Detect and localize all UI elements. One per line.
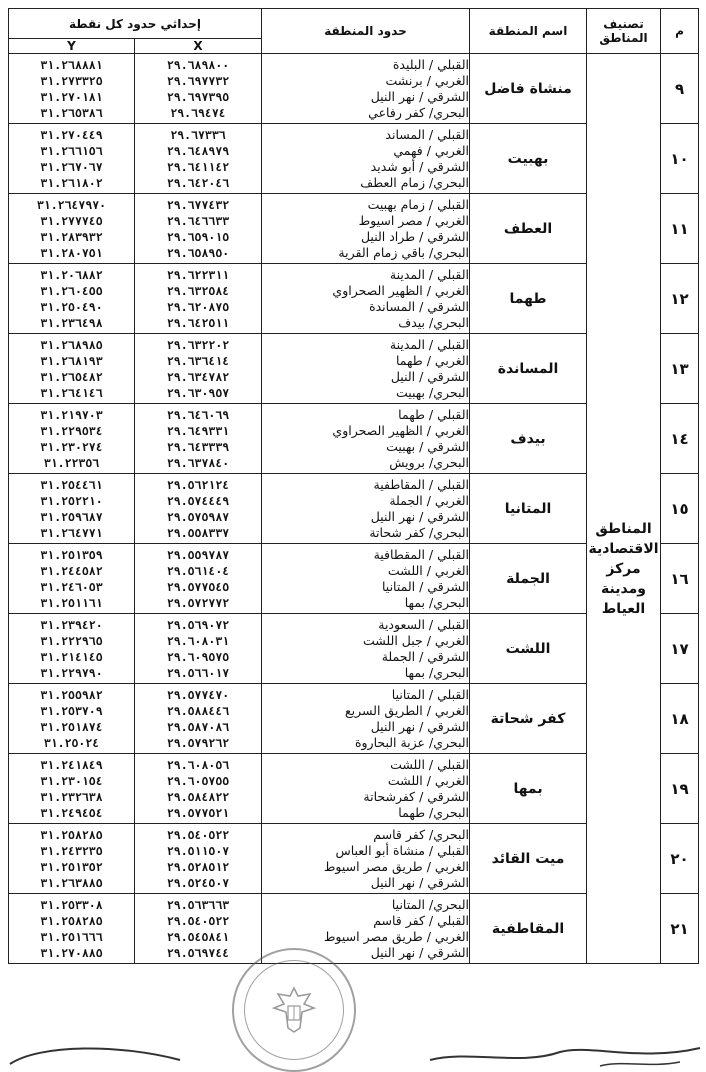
bound-line: البحري/ عزبة البحاروة	[354, 734, 470, 750]
coord-x	[135, 54, 262, 124]
bound-line: الغربي / طريق مصر اسيوط	[323, 928, 470, 944]
coord-x-value: ٢٩.٦٥٨٩٥٠	[166, 245, 230, 260]
area-bounds	[262, 334, 470, 404]
area-name: بهبيت	[470, 124, 587, 194]
coord-x-value: ٢٩.٥٦١٤٠٤	[166, 563, 230, 578]
bound-line: الشرقي / نهر النيل	[370, 508, 470, 524]
classification-text: المناطق الاقتصادية مركز ومدينة العياط	[588, 520, 659, 617]
bound-line: القبلي / المساند	[385, 126, 470, 142]
bound-line: الغربي / الطريق السريع	[344, 702, 470, 718]
area-bounds	[262, 614, 470, 684]
bound-line: الغربي / طريق مصر اسيوط	[323, 858, 470, 874]
coord-y-value: ٣١.٢١٩٧٠٣	[40, 407, 103, 422]
coord-y-value: ٣١.٢٣٩٤٢٠	[40, 617, 103, 632]
area-bounds	[262, 194, 470, 264]
eagle-emblem-icon	[270, 984, 318, 1036]
bound-line: البحري/ كفر شحاتة	[369, 524, 470, 540]
coord-y	[9, 124, 135, 194]
bound-line: الشرقي / طراد النيل	[360, 228, 470, 244]
coord-y-value: ٣١.٢٨٠٧٥١	[40, 245, 103, 260]
bound-line: البحري/ برويش	[389, 454, 470, 470]
coord-y	[9, 474, 135, 544]
coord-y-value: ٣١.٢٨٣٩٣٢	[40, 229, 103, 244]
coord-x	[135, 614, 262, 684]
area-name: طهما	[470, 264, 587, 334]
bound-line: القبلي / اللشت	[390, 756, 470, 772]
area-name: منشاة فاضل	[470, 54, 587, 124]
coord-x-value: ٢٩.٦٢٢٣١١	[166, 267, 230, 282]
coord-x-value: ٢٩.٥٦٦٠١٧	[166, 665, 230, 680]
coord-x	[135, 824, 262, 894]
coord-x-value: ٢٩.٥٨٧٠٨٦	[166, 719, 230, 734]
bound-line: القبلي / كفر قاسم	[373, 912, 470, 928]
official-stamp	[232, 948, 356, 1072]
area-name: بمها	[470, 754, 587, 824]
coord-x-value: ٢٩.٦٠٨٠٥٦	[166, 757, 230, 772]
coord-y	[9, 684, 135, 754]
header-coordinates: إحداثي حدود كل نقطة	[9, 9, 262, 39]
coord-x-value: ٢٩.٦٠٩٥٧٥	[166, 649, 230, 664]
area-bounds	[262, 754, 470, 824]
coord-x-value: ٢٩.٦٣٢٥٨٤	[166, 283, 230, 298]
coord-x-value: ٢٩.٦٨٩٨٠٠	[166, 57, 230, 72]
bound-line: البحري/ طهما	[398, 804, 470, 820]
coord-x-value: ٢٩.٥٥٩٧٨٧	[166, 547, 230, 562]
coord-y-value: ٣١.٢٣٢٦٣٨	[40, 789, 103, 804]
coord-x-value: ٢٩.٦٧٣٣٦	[170, 127, 226, 142]
area-bounds	[262, 404, 470, 474]
coord-y	[9, 894, 135, 964]
coord-y-value: ٣١.٢٧٣٣٢٥	[40, 73, 103, 88]
row-number: ١٤	[661, 404, 699, 474]
coord-y-value: ٣١.٢٦٤٧٧١	[40, 525, 103, 540]
coord-x-value: ٢٩.٥٨٤٨٢٢	[166, 789, 230, 804]
bound-line: القبلي / المقطافية	[373, 546, 470, 562]
bound-line: الشرقي / المتانيا	[381, 578, 470, 594]
coord-x	[135, 754, 262, 824]
bound-line: الشرقي / الجملة	[381, 648, 470, 664]
coord-y-value: ٣١.٢٠٦٨٨٢	[40, 267, 103, 282]
bound-line: الغربي / مصر اسيوط	[358, 212, 470, 228]
area-name: كفر شحاتة	[470, 684, 587, 754]
bound-line: الشرقي / النيل	[390, 368, 470, 384]
header-num: م	[661, 9, 699, 54]
area-bounds	[262, 474, 470, 544]
area-bounds	[262, 684, 470, 754]
coord-x-value: ٢٩.٦٤٩٣٣١	[166, 423, 230, 438]
coord-x	[135, 894, 262, 964]
coord-x-value: ٢٩.٦٤٣٣٣٩	[166, 439, 230, 454]
bound-line: القبلي / البليدة	[392, 56, 470, 72]
coord-y-value: ٣١.٢٦٤٧٩٧٠	[36, 197, 107, 212]
coord-x-value: ٢٩.٥٧٤٤٤٩	[166, 493, 230, 508]
bound-line: البحري/ بهبيت	[395, 384, 470, 400]
coord-x	[135, 334, 262, 404]
bound-line: القبلي / السعودية	[378, 616, 470, 632]
row-number: ١٧	[661, 614, 699, 684]
coord-x-value: ٢٩.٦٢٠٨٧٥	[166, 299, 230, 314]
coord-y-value: ٣١.٢٣٦٤٩٨	[40, 315, 103, 330]
coord-x-value: ٢٩.٥٨٨٤٤٦	[166, 703, 230, 718]
coord-x-value: ٢٩.٥٦٩٧٤٤	[166, 945, 230, 960]
area-name: العطف	[470, 194, 587, 264]
bound-line: القبلي / طهما	[398, 406, 470, 422]
coord-x-value: ٢٩.٦٣٦٤١٤	[166, 353, 230, 368]
coord-y-value: ٣١.٢٧٧٧٤٥	[40, 213, 103, 228]
header-area-name: اسم المنطقة	[470, 9, 587, 54]
classification-cell	[587, 54, 661, 964]
row-number: ١٢	[661, 264, 699, 334]
bound-line: الغربي / برنشت	[385, 72, 470, 88]
coord-x	[135, 684, 262, 754]
coord-y-value: ٣١.٢٥٠٤٩٠	[40, 299, 103, 314]
coord-x-value: ٢٩.٥٧٧٤٧٠	[166, 687, 230, 702]
header-y: Y	[9, 39, 135, 54]
area-bounds	[262, 124, 470, 194]
coord-x	[135, 544, 262, 614]
area-name: الجملة	[470, 544, 587, 614]
coord-y-value: ٣١.٢٦١٨٠٢	[40, 175, 103, 190]
bound-line: الشرقي / نهر النيل	[370, 88, 470, 104]
coord-x	[135, 404, 262, 474]
bound-line: البحري/ بيدف	[398, 314, 470, 330]
coord-y-value: ٣١.٢٥١١٦١	[40, 595, 103, 610]
coord-x-value: ٢٩.٦٠٨٠٣١	[166, 633, 230, 648]
coord-x-value: ٢٩.٦٤٨٩٧٩	[166, 143, 230, 158]
coord-y-value: ٣١.٢٣٠٢٧٤	[40, 439, 103, 454]
header-x: X	[135, 39, 262, 54]
coord-y-value: ٣١.٢٦٨١٩٣	[40, 353, 103, 368]
bound-line: البحري/ المتانيا	[391, 896, 470, 912]
bound-line: الغربي / اللشت	[387, 772, 470, 788]
area-bounds	[262, 544, 470, 614]
bound-line: البحري/ بمها	[404, 664, 470, 680]
coord-y-value: ٣١.٢٦٠٤٥٥	[40, 283, 103, 298]
area-name: ميت القائد	[470, 824, 587, 894]
bound-line: الغربي / جبل اللشت	[362, 632, 470, 648]
coord-x-value: ٢٩.٦٤٢٥١١	[166, 315, 230, 330]
coord-x-value: ٢٩.٦٩٧٣٩٥	[166, 89, 230, 104]
coord-x-value: ٢٩.٥٧٩٢٦٢	[166, 735, 230, 750]
coord-y-value: ٣١.٢٤١٨٤٩	[40, 757, 103, 772]
coord-x	[135, 474, 262, 544]
coord-y-value: ٣١.٢٢٩٥٣٤	[40, 423, 103, 438]
coord-x-value: ٢٩.٥٢٨٥١٢	[166, 859, 230, 874]
coord-x-value: ٢٩.٥٧٧٥٤٥	[166, 579, 230, 594]
coord-y	[9, 334, 135, 404]
coord-x	[135, 264, 262, 334]
coord-x-value: ٢٩.٥٧٢٧٧٢	[166, 595, 230, 610]
boundaries-table	[8, 8, 699, 964]
coord-y	[9, 194, 135, 264]
area-bounds	[262, 54, 470, 124]
coord-x-value: ٢٩.٥٧٥٩٨٧	[166, 509, 230, 524]
bound-line: البحري/ كفر قاسم	[373, 826, 470, 842]
coord-x	[135, 124, 262, 194]
bound-line: البحري/ زمام العطف	[360, 174, 470, 190]
coord-y-value: ٣١.٢٧٠١٨١	[40, 89, 103, 104]
bound-line: الشرقي / نهر النيل	[370, 944, 470, 960]
coord-x-value: ٢٩.٦٧٧٤٣٢	[166, 197, 230, 212]
coord-y-value: ٣١.٢٢٩٧٩٠	[40, 665, 103, 680]
bound-line: الغربي / الظهير الصحراوي	[332, 422, 470, 438]
coord-y-value: ٣١.٢٦٧٠٦٧	[40, 159, 103, 174]
coord-y	[9, 544, 135, 614]
coord-x-value: ٢٩.٦٣٠٩٥٧	[166, 385, 230, 400]
bound-line: الغربي / الجملة	[389, 492, 470, 508]
coord-y-value: ٣١.٢٦٦١٥٦	[40, 143, 103, 158]
bound-line: البحري/ بمها	[404, 594, 470, 610]
header-area-bounds: حدود المنطقة	[262, 9, 470, 54]
coord-x-value: ٢٩.٥٦٢١٢٤	[166, 477, 230, 492]
row-number: ٢١	[661, 894, 699, 964]
coord-x-value: ٢٩.٦٩٤٧٤	[170, 105, 226, 120]
coord-y	[9, 264, 135, 334]
area-name: المساندة	[470, 334, 587, 404]
bound-line: الشرقي / نهر النيل	[370, 874, 470, 890]
coord-y	[9, 404, 135, 474]
bound-line: الشرقي / نهر النيل	[370, 718, 470, 734]
coord-x-value: ٢٩.٥٦٣٦٦٣	[166, 897, 230, 912]
table-row	[9, 54, 699, 124]
coord-x-value: ٢٩.٥٤٠٥٢٢	[166, 913, 230, 928]
coord-y-value: ٣١.٢١٤١٤٥	[40, 649, 103, 664]
coord-y-value: ٣١.٢٦٣٨٨٥	[40, 875, 103, 890]
coord-y-value: ٣١.٢٣٠١٥٤	[40, 773, 103, 788]
bound-line: القبلي / منشاة أبو العباس	[335, 842, 470, 858]
bound-line: القبلي / المتانيا	[391, 686, 470, 702]
coord-x-value: ٢٩.٥٧٧٥٢١	[166, 805, 230, 820]
coord-x	[135, 194, 262, 264]
row-number: ١٦	[661, 544, 699, 614]
row-number: ١٠	[661, 124, 699, 194]
coord-x-value: ٢٩.٦٣٧٨٤٠	[166, 455, 230, 470]
coord-x-value: ٢٩.٥٥٨٣٣٧	[166, 525, 230, 540]
bound-line: القبلي / المدينة	[389, 266, 470, 282]
coord-y-value: ٣١.٢٥٣٧٠٩	[40, 703, 103, 718]
coord-x-value: ٢٩.٦٣٢٢٠٢	[166, 337, 230, 352]
coord-y	[9, 754, 135, 824]
area-bounds	[262, 894, 470, 964]
bound-line: الشرقي / بهبيت	[386, 438, 470, 454]
bound-line: البحري/ كفر رفاعي	[368, 104, 470, 120]
coord-y-value: ٣١.٢٦٨٨٨١	[40, 57, 103, 72]
bound-line: الغربي / الظهير الصحراوي	[332, 282, 470, 298]
area-name: المتانيا	[470, 474, 587, 544]
coord-y-value: ٣١.٢٥١٣٥٢	[40, 859, 103, 874]
bound-line: الغربي / اللشت	[387, 562, 470, 578]
bound-line: الغربي / فهمي	[393, 142, 470, 158]
bound-line: الشرقي / أبو شديد	[370, 158, 470, 174]
coord-y-value: ٣١.٢٥٢٢١٠	[40, 493, 103, 508]
coord-x-value: ٢٩.٦٣٤٧٨٢	[166, 369, 230, 384]
row-number: ٩	[661, 54, 699, 124]
coord-x-value: ٢٩.٦٥٩٠١٥	[166, 229, 230, 244]
coord-x-value: ٢٩.٦٤٦٦٣٣	[166, 213, 230, 228]
coord-x-value: ٢٩.٦٩٧٧٣٢	[166, 73, 230, 88]
bound-line: الغربي / طهما	[396, 352, 470, 368]
coord-y-value: ٣١.٢٥٩٦٨٧	[40, 509, 103, 524]
bound-line: الشرقي / المساندة	[369, 298, 470, 314]
coord-y-value: ٣١.٢٧٠٤٤٩	[40, 127, 103, 142]
row-number: ١٩	[661, 754, 699, 824]
coord-x-value: ٢٩.٦٤٦٠٦٩	[166, 407, 230, 422]
coord-y-value: ٣١.٢٤٩٤٥٤	[40, 805, 103, 820]
coord-y-value: ٣١.٢٤٣٢٣٥	[40, 843, 103, 858]
coord-y-value: ٣١.٢٦٥٤٨٢	[40, 369, 103, 384]
coord-y-value: ٣١.٢٢٣٥٦	[43, 455, 100, 470]
coord-y-value: ٣١.٢٦٨٩٨٥	[40, 337, 103, 352]
area-name: المقاطفية	[470, 894, 587, 964]
bound-line: القبلي / المدينة	[389, 336, 470, 352]
row-number: ٢٠	[661, 824, 699, 894]
area-name: اللشت	[470, 614, 587, 684]
coord-x-value: ٢٩.٦٤٢٠٤٦	[166, 175, 230, 190]
coord-y-value: ٣١.٢٥٨٢٨٥	[40, 913, 103, 928]
coord-x-value: ٢٩.٥٤٥٨٤١	[166, 929, 230, 944]
coord-x-value: ٢٩.٥٤٠٥٢٢	[166, 827, 230, 842]
row-number: ١٨	[661, 684, 699, 754]
coord-y-value: ٣١.٢٥٥٩٨٢	[40, 687, 103, 702]
bound-line: البحري/ باقي زمام القرية	[338, 244, 470, 260]
area-bounds	[262, 264, 470, 334]
coord-y	[9, 614, 135, 684]
row-number: ١٣	[661, 334, 699, 404]
area-name: بيدف	[470, 404, 587, 474]
coord-y-value: ٣١.٢٦٤١٤٦	[40, 385, 103, 400]
coord-x-value: ٢٩.٦٠٥٧٥٥	[166, 773, 230, 788]
header-classification: تصنيف المناطق	[587, 9, 661, 54]
coord-y	[9, 824, 135, 894]
bound-line: القبلي / المقاطفية	[373, 476, 470, 492]
bound-line: الشرقي / كفرشحاتة	[363, 788, 470, 804]
row-number: ١٥	[661, 474, 699, 544]
coord-y-value: ٣١.٢٥٨٢٨٥	[40, 827, 103, 842]
coord-x-value: ٢٩.٥٦٩٠٧٢	[166, 617, 230, 632]
coord-y-value: ٣١.٢٥٠٢٤	[43, 735, 100, 750]
row-number: ١١	[661, 194, 699, 264]
coord-y-value: ٣١.٢٥١٨٧٤	[40, 719, 103, 734]
coord-x-value: ٢٩.٦٤١١٤٢	[166, 159, 230, 174]
coord-y-value: ٣١.٢٦٥٣٨٦	[40, 105, 103, 120]
coord-x-value: ٢٩.٥١١٥٠٧	[166, 843, 230, 858]
signature-icon	[0, 1040, 706, 1070]
area-bounds	[262, 824, 470, 894]
coord-y-value: ٣١.٢٥١٦٦٦	[40, 929, 103, 944]
coord-y-value: ٣١.٢٤٦٠٥٣	[40, 579, 103, 594]
coord-y	[9, 54, 135, 124]
coord-y-value: ٣١.٢٥٤٤٦١	[40, 477, 103, 492]
coord-y-value: ٣١.٢٤٤٥٨٢	[40, 563, 103, 578]
coord-y-value: ٣١.٢٧٠٨٨٥	[40, 945, 103, 960]
coord-y-value: ٣١.٢٢٢٩٦٥	[40, 633, 103, 648]
coord-y-value: ٣١.٢٥٣٣٠٨	[40, 897, 103, 912]
coord-x-value: ٢٩.٥٢٤٥٠٧	[166, 875, 230, 890]
bound-line: القبلي / زمام بهبيت	[367, 196, 470, 212]
coord-y-value: ٣١.٢٥١٣٥٩	[40, 547, 103, 562]
